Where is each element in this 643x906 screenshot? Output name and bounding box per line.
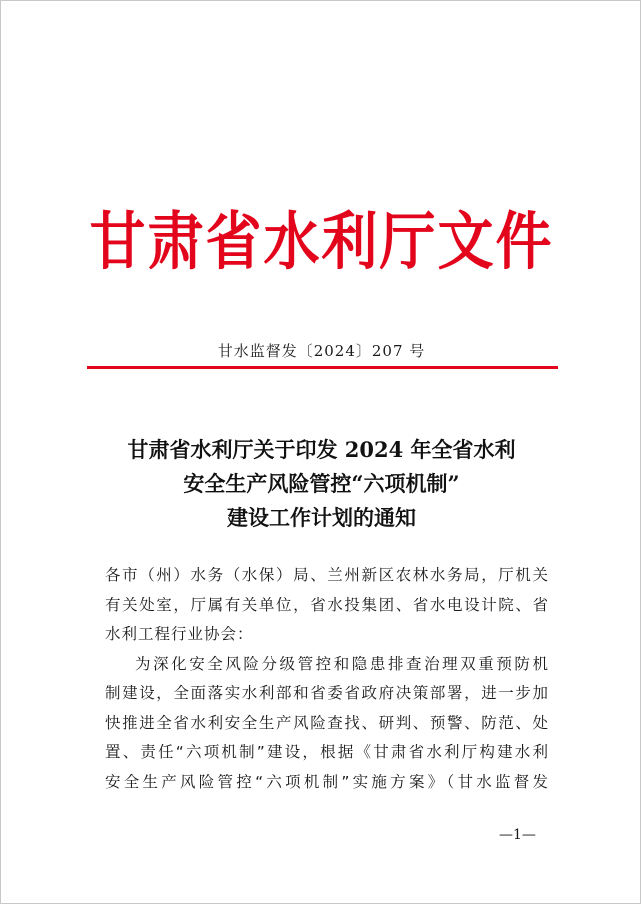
paragraph-line: 安全生产风险管控“六项机制”实施方案》（甘水监督发 [105, 772, 549, 791]
paragraph-line: 快推进全省水利安全生产风险查找、研判、预警、防范、处 [105, 713, 549, 732]
page-number: —1— [499, 827, 536, 843]
red-separator-rule [87, 366, 558, 369]
title-line: 建设工作计划的通知 [227, 505, 416, 530]
body-text [105, 561, 549, 797]
addressee-line: 有关处室，厅属有关单位，省水投集团、省水电设计院、省 [105, 595, 549, 614]
paragraph-line: 制建设，全面落实水利部和省委省政府决策部署，进一步加 [105, 684, 549, 702]
addressee-line: 各市（州）水务（水保）局、兰州新区农林水务局，厅机关 [105, 566, 549, 584]
paragraph-line: 为深化安全风险分级管控和隐患排查治理双重预防机 [135, 654, 549, 673]
title-line: 安全生产风险管控“六项机制” [183, 471, 460, 496]
title-line: 甘肃省水利厅关于印发 2024 年全省水利 [127, 437, 516, 462]
notice-title [1, 433, 642, 535]
document-number: 甘水监督发〔2024〕207 号 [217, 342, 426, 360]
masthead-title: 甘肃省水利厅文件 [89, 204, 554, 279]
paragraph-line: 置、责任“六项机制”建设，根据《甘肃省水利厅构建水利 [105, 743, 549, 761]
addressee-line: 水利工程行业协会： [105, 625, 254, 643]
